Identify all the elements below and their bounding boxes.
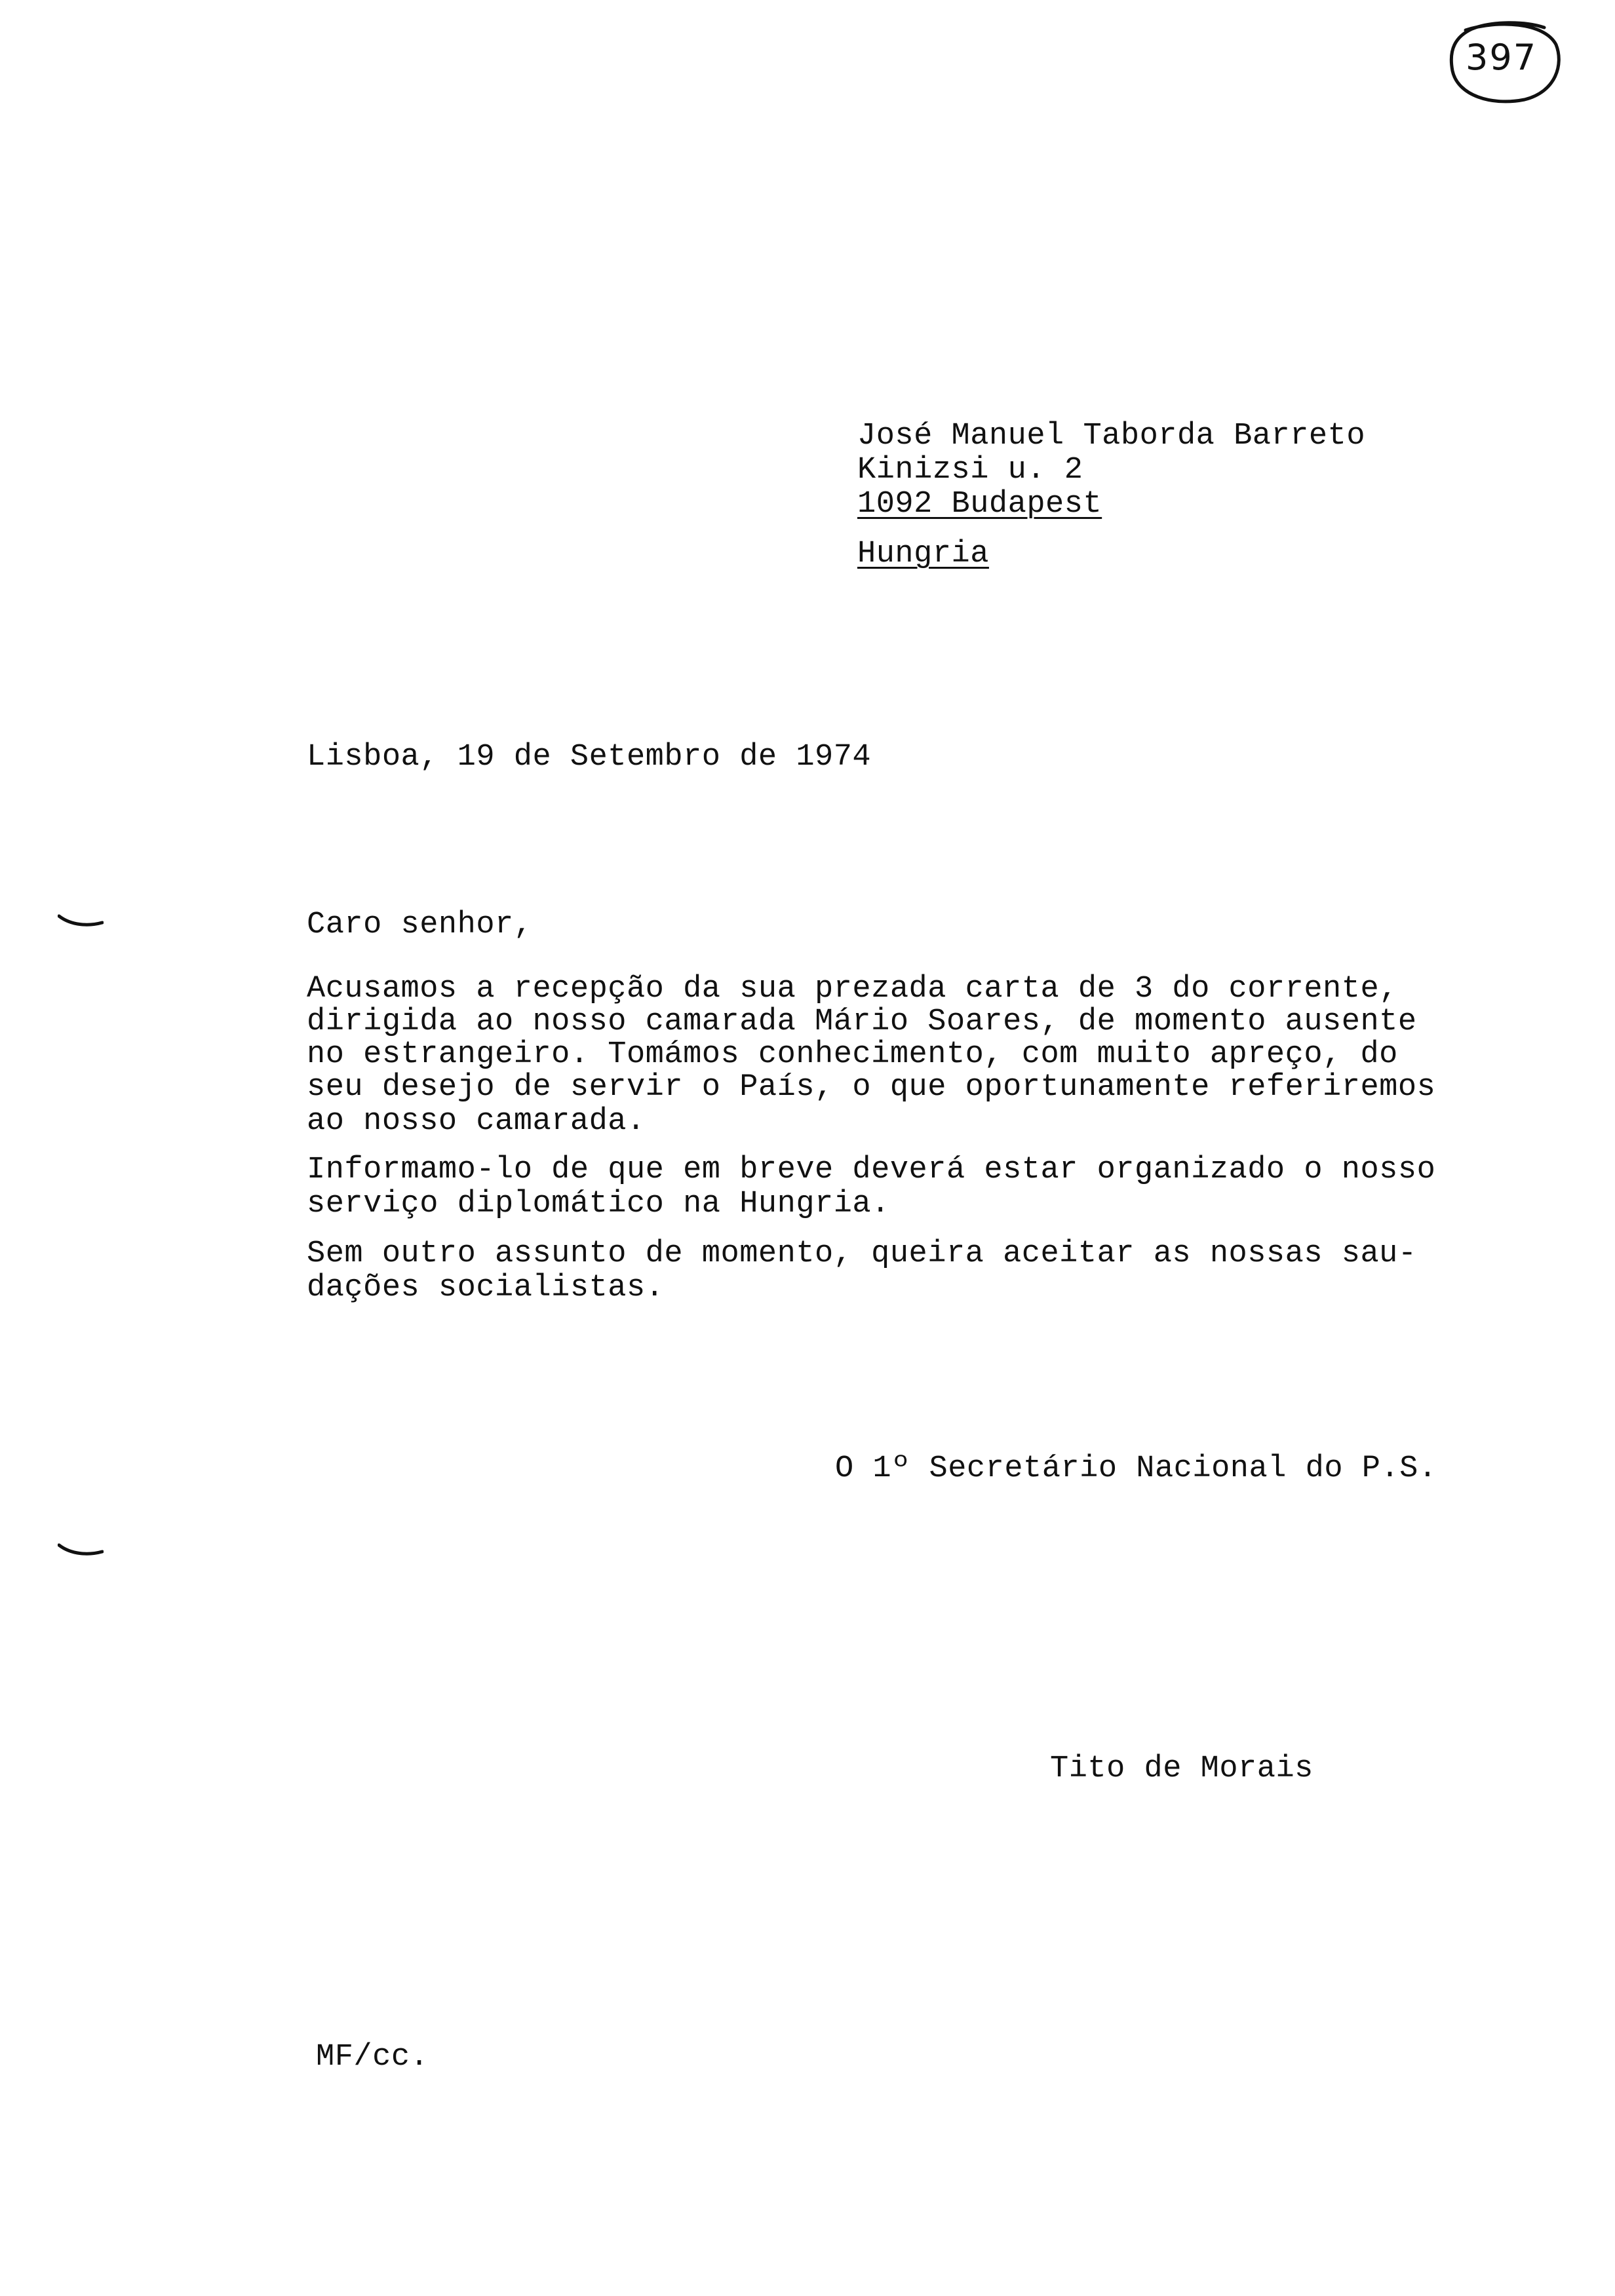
body-line: seu desejo de servir o País, o que oportunamente referiremos (307, 1070, 1436, 1105)
body-line: no estrangeiro. Tomámos conhecimento, com muito apreço, do (307, 1037, 1398, 1072)
body-line: dirigida ao nosso camarada Mário Soares, de momento ausente (307, 1004, 1417, 1039)
salutation: Caro senhor, (307, 908, 533, 942)
body-line: Informamo-lo de que em breve deverá estar organizado o nosso (307, 1153, 1436, 1187)
margin-mark-icon (58, 1541, 104, 1557)
recipient-city: 1092 Budapest (857, 487, 1102, 522)
body-line: serviço diplomático na Hungria. (307, 1187, 890, 1221)
body-line: ao nosso camarada. (307, 1104, 646, 1139)
recipient-street: Kinizsi u. 2 (857, 453, 1083, 488)
recipient-name: José Manuel Taborda Barreto (857, 419, 1366, 453)
signatory-name: Tito de Morais (1050, 1751, 1313, 1786)
signatory-title: O 1º Secretário Nacional do P.S. (835, 1451, 1437, 1486)
letter-date: Lisboa, 19 de Setembro de 1974 (307, 740, 872, 775)
reference-initials: MF/cc. (316, 2040, 429, 2075)
recipient-country: Hungria (857, 537, 989, 571)
body-line: dações socialistas. (307, 1271, 665, 1305)
body-line: Sem outro assunto de momento, queira aceitar as nossas sau- (307, 1236, 1417, 1271)
page-number: 397 (1466, 37, 1538, 78)
body-line: Acusamos a recepção da sua prezada carta de 3 do corrente, (307, 972, 1398, 1006)
margin-mark-icon (58, 912, 104, 928)
